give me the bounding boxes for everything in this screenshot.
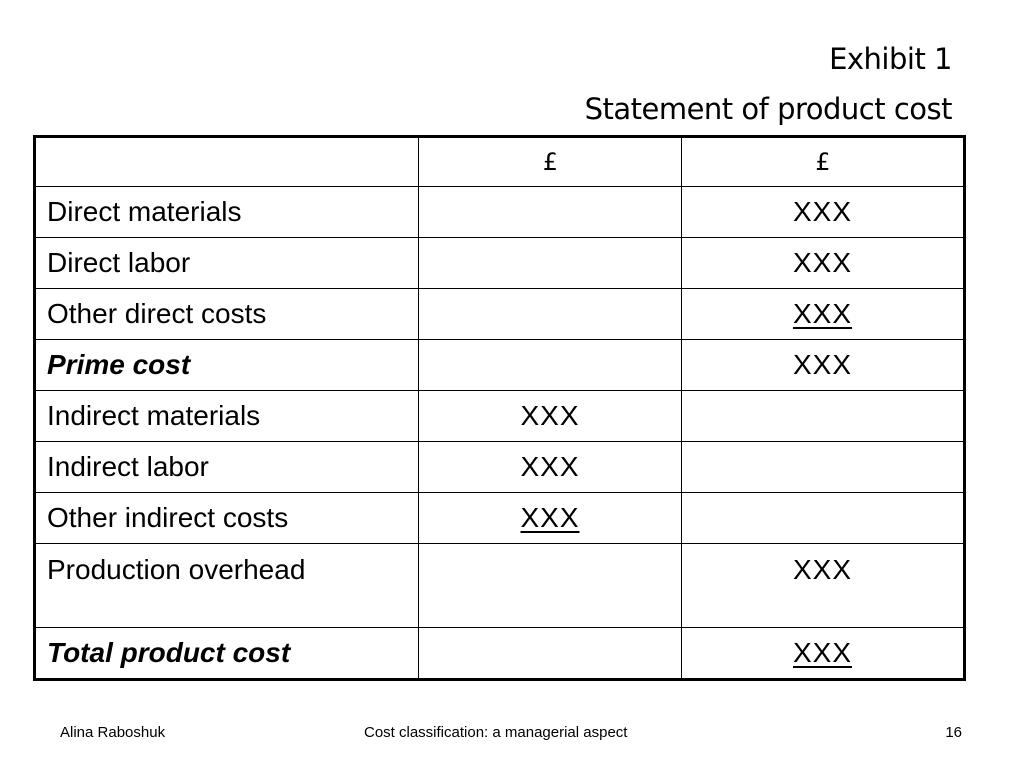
row-label: Direct materials	[35, 187, 419, 238]
row-label-total-product-cost: Total product cost	[35, 628, 419, 680]
amount-value: XXX	[520, 451, 580, 482]
table-row	[35, 289, 965, 340]
table-row	[35, 493, 965, 544]
row-amount-col1	[419, 628, 682, 680]
footer-author: Alina Raboshuk	[60, 724, 166, 741]
row-label-prime-cost: Prime cost	[35, 340, 419, 391]
table-row	[35, 442, 965, 493]
row-amount-col2	[682, 544, 965, 628]
row-amount-col2	[682, 289, 965, 340]
row-amount-col1	[419, 340, 682, 391]
amount-value: XXX	[792, 196, 853, 227]
row-label: Other direct costs	[35, 289, 419, 340]
amount-value-underlined: XXX	[792, 298, 853, 329]
row-amount-col1	[419, 238, 682, 289]
table-row	[35, 544, 965, 628]
row-amount-col1	[419, 289, 682, 340]
row-amount-col2	[682, 493, 965, 544]
row-amount-col1	[419, 187, 682, 238]
row-amount-col1	[419, 544, 682, 628]
row-amount-col2	[682, 238, 965, 289]
row-label: Other indirect costs	[35, 493, 419, 544]
table-row	[35, 391, 965, 442]
table-header-row	[35, 137, 965, 187]
row-amount-col2	[682, 391, 965, 442]
slide-title	[585, 34, 952, 134]
amount-value: XXX	[792, 349, 853, 380]
row-amount-col1	[419, 493, 682, 544]
amount-value: XXX	[520, 400, 580, 431]
product-cost-table	[33, 135, 966, 681]
row-amount-col1	[419, 391, 682, 442]
statement-title: Statement of product cost	[584, 92, 952, 126]
footer-topic: Cost classification: a managerial aspect	[364, 724, 628, 741]
header-currency-cell-1: £	[419, 137, 682, 187]
amount-value-underlined: XXX	[520, 502, 580, 533]
row-amount-col2	[682, 442, 965, 493]
header-currency-cell-2: £	[682, 137, 965, 187]
row-label: Production overhead	[35, 544, 419, 628]
row-amount-col2	[682, 187, 965, 238]
table-row	[35, 238, 965, 289]
footer-page-number: 16	[945, 724, 962, 741]
table-row	[35, 187, 965, 238]
table-row-subtotal	[35, 340, 965, 391]
amount-value-underlined: XXX	[792, 637, 853, 668]
row-amount-col2	[682, 340, 965, 391]
row-amount-col1	[419, 442, 682, 493]
row-label: Indirect labor	[35, 442, 419, 493]
amount-value: XXX	[792, 247, 853, 278]
header-label-cell	[35, 137, 419, 187]
amount-value: XXX	[792, 554, 853, 585]
table-row-total	[35, 628, 965, 680]
row-label: Direct labor	[35, 238, 419, 289]
row-label: Indirect materials	[35, 391, 419, 442]
row-amount-col2	[682, 628, 965, 680]
exhibit-label: Exhibit 1	[829, 42, 952, 76]
